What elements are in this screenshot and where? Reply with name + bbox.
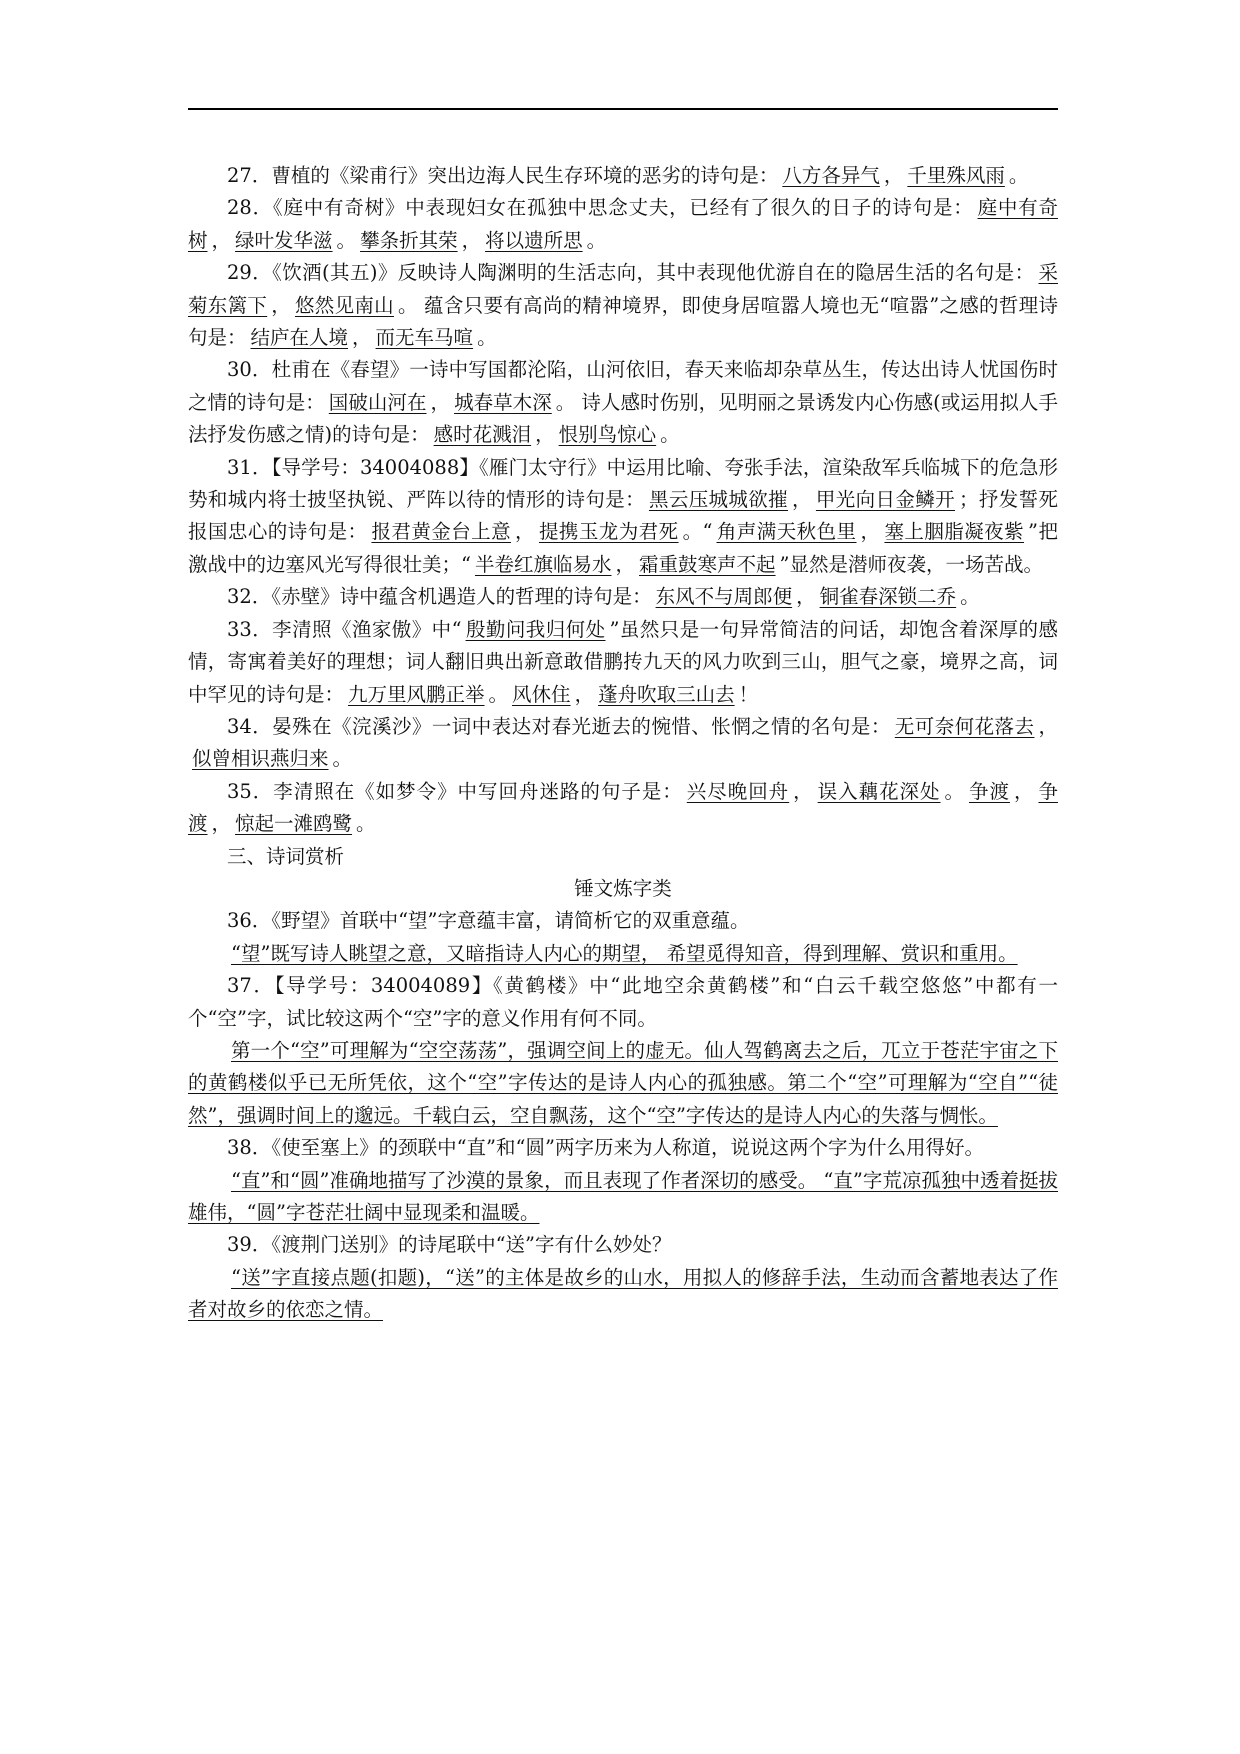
question-text: 诗人感时伤别，见明丽之景诱发内心伤感(或运用拟人手法抒发伤感之情)的诗句是： — [188, 390, 1058, 447]
answer-37 — [188, 1035, 1058, 1132]
question-34: 34．晏殊在《浣溪沙》一词中表达对春光逝去的惋惜、怅惘之情的名句是： 无可奈何花落去 ，似曾相识燕归来 。 — [188, 711, 1058, 776]
answer-blank: 争渡 — [188, 779, 1058, 836]
answer-blank: 九万里风鹏正举 — [348, 682, 485, 706]
answer-blank: 悠然见南山 — [294, 293, 394, 317]
answer-38 — [188, 1165, 1058, 1230]
answer-blank: 采菊东篱下 — [188, 261, 1058, 317]
answer-text: 第一个“空”可理解为“空空荡荡”，强调空间上的虚无。仙人驾鹤离去之后，兀立于苍茫宇宙之下的黄鹤楼似乎已无所凭依，这个“空”字传达的是诗人内心的孤独感。第二个“空”可理解为“空自”“徒然”，强调时间上的邈远。千载白云，空自飘荡，这个“空”字传达的是诗人内心的失落与惆怅。 — [188, 1038, 1058, 1127]
answer-blank: 而无车马喧 — [375, 326, 474, 350]
question-27: 27．曹植的《梁甫行》突出边海人民生存环境的恶劣的诗句是： 八方各异气 ， 千里殊风雨 。 — [227, 164, 1029, 187]
answer-blank: 感时花溅泪 — [433, 423, 532, 447]
question-31: 31．【导学号：34004088】《雁门太守行》中运用比喻、夸张手法，渲染敌军兵临城下的危急形势和城内将士披坚执锐、严阵以待的情形的诗句是： 黑云压城城欲摧 ， 甲光向日金鳞开 ；抒发誓死报国忠心的诗句是： 报君黄金台上意 ， 提携玉龙为君死 。“ 角声满天秋色里 ， 塞上胭脂凝夜紫 ”把激战中的边塞风光写得很壮美；“ 半卷红旗临易水 ， 霜重鼓寒声不起 ”显然是潜师夜袭，一场苦战。 — [188, 455, 1058, 576]
question-36: 36．《野望》首联中“望”字意蕴丰富，请简析它的双重意蕴。 — [227, 909, 750, 933]
answer-text: “直”和“圆”准确地描写了沙漠的景象，而且表现了作者深切的感受。 “直”字荒凉孤独中透着挺拔雄伟，“圆”字苍茫壮阔中显现柔和温暖。 — [188, 1168, 1058, 1224]
answer-blank: 黑云压城城欲摧 — [648, 488, 789, 512]
question-text: 33．李清照《渔家傲》中“ — [227, 617, 462, 641]
question-text: 34．晏殊在《浣溪沙》一词中表达对春光逝去的惋惜、怅惘之情的名句是： — [227, 714, 891, 738]
sub-heading: 锤文炼字类 — [574, 876, 672, 900]
answer-blank: 无可奈何花落去 — [894, 714, 1035, 738]
answer-blank: 蓬舟吹取三山去 — [598, 682, 735, 706]
question-text: ”把激战中的边塞风光写得很壮美；“ — [188, 520, 1058, 576]
answer-blank: 城春草木深 — [454, 390, 552, 414]
answer-text: “望”既写诗人眺望之意，又暗指诗人内心的期望， 希望觅得知音，得到理解、赏识和重用。 — [231, 941, 1018, 965]
question-text: ”虽然只是一句异常简洁的问话，却饱含着深厚的感情，寄寓着美好的理想；词人翻旧典出新意敢借鹏抟九天的风力吹到三山，胆气之豪，境界之高，词中罕见的诗句是： — [188, 617, 1058, 706]
answer-blank: 绿叶发华滋 — [235, 228, 333, 252]
answer-36 — [188, 938, 1058, 970]
answer-blank: 庭中有奇树 — [188, 196, 1058, 252]
answer-blank: 将以遗所思 — [485, 228, 583, 252]
answer-blank: 半卷红旗临易水 — [474, 552, 612, 576]
question-29: 29．《饮酒(其五)》反映诗人陶渊明的生活志向，其中表现他优游自在的隐居生活的名句是： 采菊东篱下 ， 悠然见南山 。 蕴含只要有高尚的精神境界，即使身居喧嚣人境也无“喧嚣”之感的哲理诗句是： 结庐在人境 ， 而无车马喧 。 — [188, 261, 1058, 350]
answer-blank: 攀条折其荣 — [360, 228, 458, 252]
question-30: 30．杜甫在《春望》一诗中写国都沦陷，山河依旧，春天来临却杂草丛生，传达出诗人忧国伤时之情的诗句是： 国破山河在 ， 城春草木深 。 诗人感时伤别，见明丽之景诱发内心伤感(或运用拟人手法抒发伤感之情)的诗句是： 感时花溅泪 ， 恨别鸟惊心 。 — [188, 358, 1058, 447]
answer-blank: 千里殊风雨 — [907, 164, 1005, 187]
question-text: 28．《庭中有奇树》中表现妇女在孤独中思念丈夫，已经有了很久的日子的诗句是： — [227, 196, 974, 220]
question-text: ”显然是潜师夜袭，一场苦战。 — [779, 552, 1044, 576]
answer-blank: 惊起一滩鸥鹭 — [235, 812, 353, 836]
answer-blank: 恨别鸟惊心 — [558, 423, 657, 447]
question-35: 35．李清照在《如梦令》中写回舟迷路的句子是： 兴尽晚回舟 ， 误入藕花深处 。 争渡 ， 争渡 ， 惊起一滩鸥鹭 。 — [188, 779, 1058, 836]
answer-blank: 铜雀春深锁二乔 — [819, 585, 957, 609]
question-38: 38．《使至塞上》的颈联中“直”和“圆”两字历来为人称道，说说这两个字为什么用得好。 — [227, 1136, 984, 1160]
document-body — [188, 160, 1058, 1327]
header-rule — [188, 108, 1058, 110]
section-heading: 三、诗词赏析 — [227, 844, 345, 868]
answer-blank: 甲光向日金鳞开 — [815, 488, 955, 512]
question-33: 33．李清照《渔家傲》中“ 殷勤问我归何处 ”虽然只是一句异常简洁的问话，却饱含着深厚的感情，寄寓着美好的理想；词人翻旧典出新意敢借鹏抟九天的风力吹到三山，胆气之豪，境界之高，词中罕见的诗句是： 九万里风鹏正举 。 风休住 ， 蓬舟吹取三山去 ！ — [188, 617, 1058, 706]
question-text: 32．《赤壁》诗中蕴含机遇造人的哲理的诗句是： — [227, 585, 652, 609]
answer-blank: 霜重鼓寒声不起 — [639, 552, 776, 576]
answer-blank: 提携玉龙为君死 — [538, 520, 679, 544]
question-37: 37．【导学号：34004089】《黄鹤楼》中“此地空余黄鹤楼”和“白云千载空悠悠”中都有一个“空”字，试比较这两个“空”字的意义作用有何不同。 — [188, 974, 1058, 1030]
answer-blank: 兴尽晚回舟 — [686, 779, 790, 803]
answer-blank: 结庐在人境 — [250, 326, 349, 350]
question-text: 蕴含只要有高尚的精神境界，即使身居喧嚣人境也无“喧嚣”之感的哲理诗句是： — [188, 293, 1058, 350]
answer-blank: 风休住 — [512, 682, 571, 706]
answer-blank: 角声满天秋色里 — [716, 520, 857, 544]
answer-blank: 报君黄金台上意 — [371, 520, 512, 544]
answer-39 — [188, 1262, 1058, 1327]
answer-blank: 东风不与周郎便 — [655, 585, 793, 609]
question-text: 35．李清照在《如梦令》中写回舟迷路的句子是： — [227, 779, 683, 803]
answer-text: “送”字直接点题(扣题)，“送”的主体是故乡的山水，用拟人的修辞手法，生动而含蓄地表达了作者对故乡的依恋之情。 — [188, 1265, 1058, 1322]
question-28: 28．《庭中有奇树》中表现妇女在孤独中思念丈夫，已经有了很久的日子的诗句是： 庭中有奇树 ， 绿叶发华滋 。 攀条折其荣 ， 将以遗所思 。 — [188, 196, 1058, 252]
answer-blank: 国破山河在 — [328, 390, 427, 414]
answer-blank: 八方各异气 — [782, 164, 880, 187]
question-text: 29．《饮酒(其五)》反映诗人陶渊明的生活志向，其中表现他优游自在的隐居生活的名句是： — [227, 261, 1035, 285]
answer-blank: 塞上胭脂凝夜紫 — [884, 520, 1025, 544]
question-text: 30．杜甫在《春望》一诗中写国都沦陷，山河依旧，春天来临却杂草丛生，传达出诗人忧国伤时之情的诗句是： — [188, 358, 1058, 414]
question-text: ；抒发誓死报国忠心的诗句是： — [188, 488, 1058, 544]
question-text: 27．曹植的《梁甫行》突出边海人民生存环境的恶劣的诗句是： — [227, 164, 779, 187]
answer-blank: 争渡 — [969, 779, 1010, 803]
question-39: 39．《渡荆门送别》的诗尾联中“送”字有什么妙处？ — [227, 1233, 672, 1257]
question-32: 32．《赤壁》诗中蕴含机遇造人的哲理的诗句是： 东风不与周郎便 ， 铜雀春深锁二乔 。 — [227, 585, 980, 609]
question-text: 31．【导学号：34004088】《雁门太守行》中运用比喻、夸张手法，渲染敌军兵临城下的危急形势和城内将士披坚执锐、严阵以待的情形的诗句是： — [188, 455, 1058, 512]
answer-blank: 误入藕花深处 — [817, 779, 941, 803]
answer-blank: 殷勤问我归何处 — [465, 617, 606, 641]
answer-blank: 似曾相识燕归来 — [192, 747, 329, 771]
